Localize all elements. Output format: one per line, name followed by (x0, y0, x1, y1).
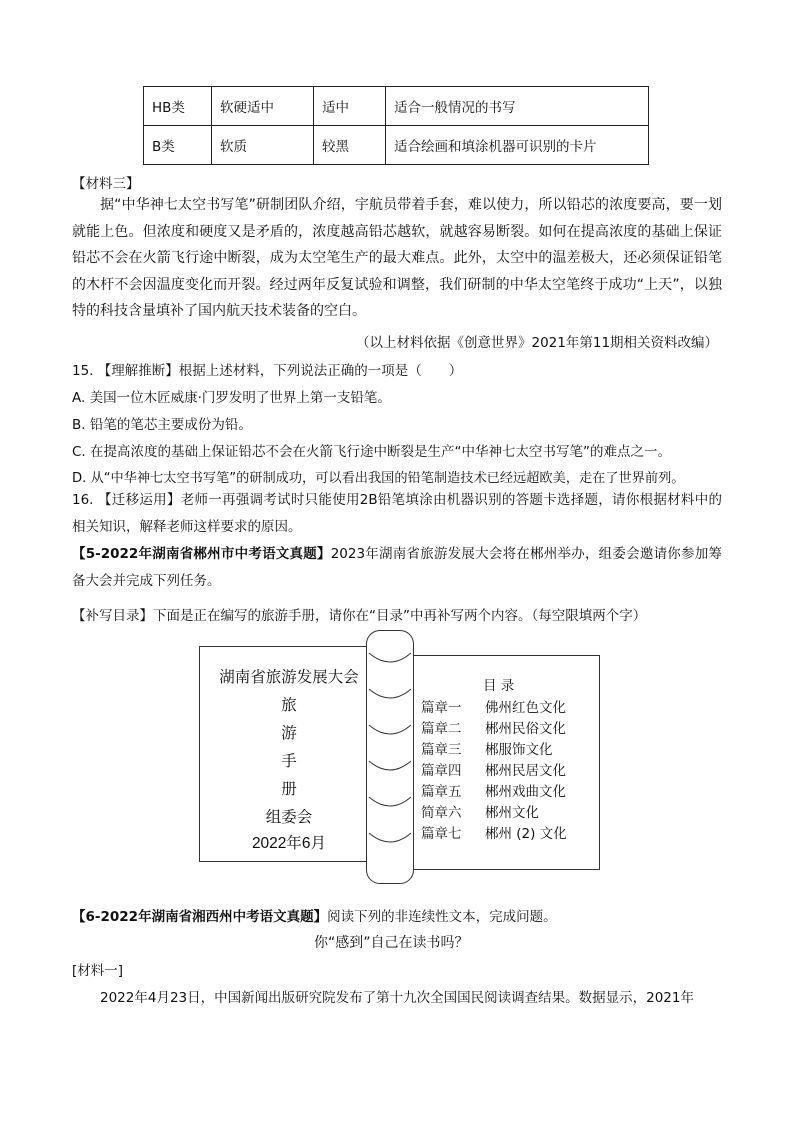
toc-chapter-title: 郴州民居文化 (485, 763, 566, 779)
q6-line (72, 905, 557, 925)
toc-item (421, 780, 566, 800)
toc-item (421, 738, 553, 758)
toc-chapter: 篇章三 (421, 742, 462, 758)
cover-char: 游 (281, 725, 297, 742)
toc-chapter: 篇章二 (421, 721, 462, 737)
toc-chapter-title: 郴服饰文化 (485, 742, 553, 758)
toc-chapter-title: 郴州 (2) 文化 (485, 826, 567, 842)
table-cell: 适中 (314, 87, 386, 126)
q6-text: 阅读下列的非连续性文本，完成问题。 (327, 909, 557, 925)
q6-label: 【6-2022年湖南省湘西州中考语文真题】 (72, 909, 328, 925)
toc-chapter: 篇章七 (421, 826, 462, 842)
toc-chapter: 篇章一 (421, 700, 462, 716)
table-cell: HB类 (144, 87, 212, 126)
q5-label: 【5-2022年湖南省郴州市中考语文真题】 (72, 546, 331, 562)
q5-block (72, 541, 722, 594)
table-row (144, 87, 649, 126)
toc-chapter: 篇章四 (421, 763, 462, 779)
toc-title: 目 录 (483, 678, 515, 694)
handbook-cover-page (199, 646, 379, 862)
q15-option-d: D. 从“中华神七太空书写笔”的研制成功，可以看出我国的铅笔制造技术已经远超欧美，走在了世界前列。 (72, 471, 685, 486)
q5-text: 2023年湖南省旅游发展大会将在郴州举办，组委会邀请你参加筹备大会并完成下列任务。 (72, 546, 722, 589)
pencil-grade-table (143, 86, 649, 165)
toc-chapter: 简章六 (421, 805, 462, 821)
q15-option-c: C. 在提高浓度的基础上保证铅芯不会在火箭飞行途中断裂是生产“中华神七太空书写笔”的难点之一。 (72, 444, 671, 460)
q6-material1: [材料一] (72, 963, 124, 979)
cover-char: 旅 (281, 697, 297, 714)
toc-chapter: 篇章五 (421, 784, 462, 800)
handbook-spine (366, 630, 414, 884)
cover-char: 手 (281, 753, 297, 770)
q6-body: 2022年4月23日，中国新闻出版研究院发布了第十九次全国国民阅读调查结果。数据显示，2021年 (100, 990, 694, 1006)
toc-item (421, 822, 567, 842)
toc-chapter-title: 佛州红色文化 (485, 700, 566, 716)
q16-text: 16. 【迁移运用】老师一再强调考试时只能使用2B铅笔填涂由机器识别的答题卡选择题，请你根据材料中的相关知识，解释老师这样要求的原因。 (72, 492, 722, 535)
cover-organizer: 组委会 (265, 809, 313, 826)
cover-char: 册 (281, 781, 297, 798)
table-cell: 软硬适中 (212, 87, 314, 126)
table-cell: 适合绘画和填涂机器可识别的卡片 (386, 126, 649, 165)
q5-task: 【补写目录】下面是正在编写的旅游手册，请你在“目录”中再补写两个内容。（每空限填两个字） (72, 608, 647, 624)
table-cell: B类 (144, 126, 212, 165)
toc-chapter-title: 郴州文化 (485, 805, 539, 821)
toc-item (421, 717, 566, 737)
table-cell: 软质 (212, 126, 314, 165)
table-cell: 较黑 (314, 126, 386, 165)
q15-option-b: B. 铅笔的笔芯主要成份为铅。 (72, 417, 252, 433)
toc-item (421, 801, 539, 821)
toc-item (421, 759, 566, 779)
cover-date: 2022年6月 (251, 835, 327, 852)
material3-body: 据“中华神七太空书写笔”研制团队介绍，宇航员带着手套，难以使力，所以铅芯的浓度要高，要一划就能上色。但浓度和硬度又是矛盾的，浓度越高铅芯越软，就越容易断裂。如何在提高浓度的基础上保证铅芯不会在火箭飞行途中断裂，成为太空笔生产的最大难点。此外，太空中的温差极大，还必须保证铅笔的木杆不会因温度变化而开裂。经过两年反复试验和调整，我们研制的中华太空笔终于成功“上天”，以独特的科技含量填补了国内航天技术装备的空白。 (72, 197, 722, 319)
material3-source: （以上材料依据《创意世界》2021年第11期相关资料改编） (356, 335, 719, 351)
table-row (144, 126, 649, 165)
q15-stem: 15. 【理解推断】根据上述材料，下列说法正确的一项是（ ） (72, 363, 463, 379)
handbook-toc-page (406, 655, 600, 870)
toc-chapter-title: 郴州戏曲文化 (485, 784, 566, 800)
binding-rings-icon (367, 631, 413, 883)
q6-title: 你“感到”自己在读书吗？ (314, 935, 469, 951)
table-cell: 适合一般情况的书写 (386, 87, 649, 126)
cover-title: 湖南省旅游发展大会 (219, 669, 359, 686)
toc-item (421, 696, 566, 716)
material3-heading: 【材料三】 (72, 176, 140, 192)
toc-chapter-title: 郴州民俗文化 (485, 721, 566, 737)
q15-option-a: A. 美国一位木匠威康·门罗发明了世界上第一支铅笔。 (72, 390, 391, 406)
